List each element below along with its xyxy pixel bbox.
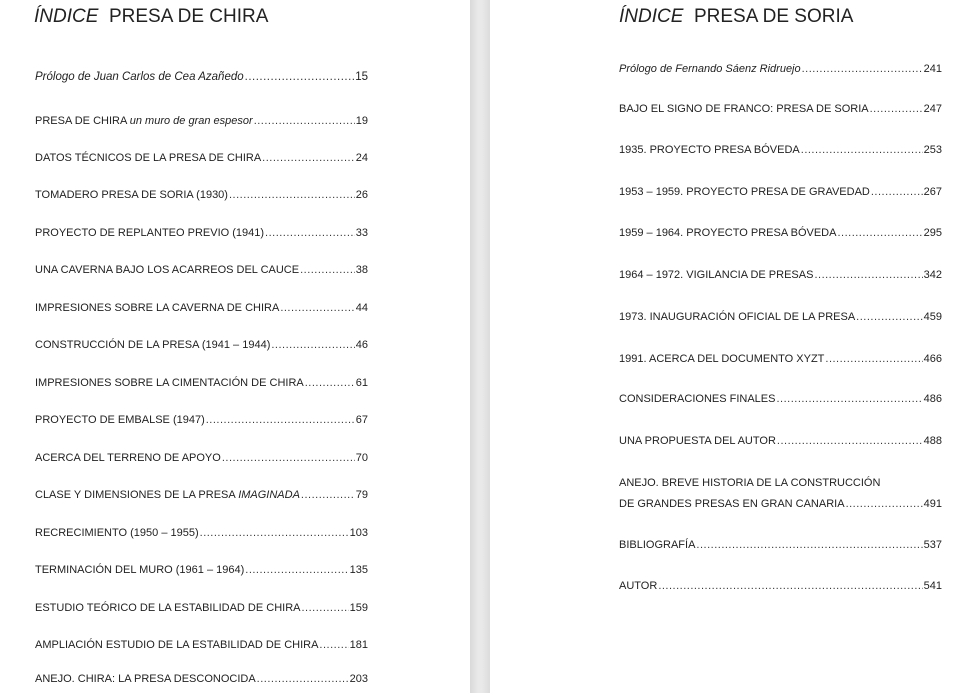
toc-entry[interactable] (35, 264, 368, 276)
toc-page-number: 459 (923, 311, 942, 323)
toc-page-number: 253 (923, 144, 942, 156)
toc-leader (300, 264, 355, 276)
toc-label: 1959 – 1964. PROYECTO PRESA BÓVEDA (619, 227, 837, 239)
toc-label: AMPLIACIÓN ESTUDIO DE LA ESTABILIDAD DE CHIRA (35, 639, 319, 651)
toc-leader (254, 115, 355, 127)
toc-label-italic: un muro de gran espesor (129, 115, 253, 127)
toc-entry[interactable] (619, 311, 942, 323)
toc-leader (271, 339, 354, 351)
toc-leader (280, 302, 354, 314)
title-italic: ÍNDICE (34, 6, 99, 27)
toc-page-number: 46 (355, 339, 368, 351)
toc-entry[interactable] (619, 498, 942, 510)
toc-leader (257, 673, 349, 685)
toc-page-number: 24 (355, 152, 368, 164)
toc-entry[interactable] (35, 673, 368, 685)
toc-leader (802, 63, 923, 75)
toc-entry[interactable] (619, 539, 942, 551)
toc-entry[interactable] (35, 564, 368, 576)
toc-page-number: 295 (923, 227, 942, 239)
toc-leader (814, 269, 922, 281)
toc-page-number: 19 (355, 115, 368, 127)
toc-label: RECRECIMIENTO (1950 – 1955) (35, 527, 199, 539)
toc-label-text: PRESA DE CHIRA (35, 115, 127, 127)
toc-leader (229, 189, 355, 201)
toc-label: AUTOR (619, 580, 658, 592)
toc-leader (856, 311, 922, 323)
toc-entry[interactable] (619, 186, 942, 198)
toc-entry[interactable] (35, 602, 368, 614)
toc-page-number: 38 (355, 264, 368, 276)
toc-label-italic: IMAGINADA (238, 489, 300, 501)
toc-entry[interactable] (35, 377, 368, 389)
toc-page-number: 135 (349, 564, 368, 576)
toc-page-number: 61 (355, 377, 368, 389)
toc-leader (776, 393, 922, 405)
toc-entry[interactable] (35, 302, 368, 314)
toc-page-number: 70 (355, 452, 368, 464)
toc-entry[interactable] (619, 580, 942, 592)
toc-leader (319, 639, 348, 651)
toc-entry[interactable] (35, 71, 368, 83)
toc-label: CONSTRUCCIÓN DE LA PRESA (1941 – 1944) (35, 339, 271, 351)
toc-entry[interactable] (619, 63, 942, 75)
toc-leader (837, 227, 922, 239)
toc-label: IMPRESIONES SOBRE LA CAVERNA DE CHIRA (35, 302, 280, 314)
toc-page-number: 103 (349, 527, 368, 539)
toc-page-number: 203 (349, 673, 368, 685)
title-text: PRESA DE SORIA (693, 6, 854, 27)
toc-leader (222, 452, 355, 464)
toc-entry[interactable] (35, 452, 368, 464)
toc-label (35, 489, 300, 501)
toc-label: UNA CAVERNA BAJO LOS ACARREOS DEL CAUCE (35, 264, 300, 276)
toc-entry[interactable] (35, 189, 368, 201)
toc-label: ACERCA DEL TERRENO DE APOYO (35, 452, 221, 464)
toc-entry[interactable] (35, 489, 368, 501)
toc-label: CONSIDERACIONES FINALES (619, 393, 776, 405)
toc-label: BIBLIOGRAFÍA (619, 539, 696, 551)
toc-leader (870, 103, 923, 115)
toc-label-text: CLASE Y DIMENSIONES DE LA PRESA (35, 489, 236, 501)
toc-page-number: 26 (355, 189, 368, 201)
toc-entry[interactable] (35, 115, 368, 127)
toc-leader (825, 353, 922, 365)
toc-page-number: 537 (923, 539, 942, 551)
toc-entry[interactable] (619, 144, 942, 156)
toc-page-number: 491 (923, 498, 942, 510)
toc-page-number: 44 (355, 302, 368, 314)
toc-page-number: 67 (355, 414, 368, 426)
toc-leader (245, 564, 348, 576)
toc-page-number: 466 (923, 353, 942, 365)
toc-label: 1964 – 1972. VIGILANCIA DE PRESAS (619, 269, 814, 281)
toc-leader (658, 580, 922, 592)
toc-page-number: 541 (923, 580, 942, 592)
page-title (619, 6, 853, 28)
toc-page-number: 342 (923, 269, 942, 281)
toc-leader (265, 227, 355, 239)
toc-label: 1991. ACERCA DEL DOCUMENTO XYZT (619, 353, 825, 365)
toc-entry[interactable] (619, 435, 942, 447)
toc-leader (206, 414, 355, 426)
toc-page-number: 267 (923, 186, 942, 198)
toc-entry[interactable] (619, 227, 942, 239)
toc-label: ANEJO. CHIRA: LA PRESA DESCONOCIDA (35, 673, 256, 685)
toc-label (35, 115, 253, 127)
toc-page-number: 79 (355, 489, 368, 501)
toc-entry[interactable] (35, 639, 368, 651)
toc-page-number: 486 (923, 393, 942, 405)
toc-page-number: 181 (349, 639, 368, 651)
toc-leader (262, 152, 355, 164)
toc-leader (846, 498, 923, 510)
toc-label: BAJO EL SIGNO DE FRANCO: PRESA DE SORIA (619, 103, 869, 115)
toc-page-number: 15 (355, 71, 368, 83)
toc-page-number: 247 (923, 103, 942, 115)
toc-page-number: 159 (349, 602, 368, 614)
toc-entry[interactable] (35, 152, 368, 164)
toc-entry[interactable] (619, 269, 942, 281)
toc-leader (696, 539, 922, 551)
toc-page-number: 488 (923, 435, 942, 447)
title-italic: ÍNDICE (619, 6, 684, 27)
page-right (490, 0, 980, 693)
toc-entry[interactable] (619, 393, 942, 405)
toc-leader (871, 186, 923, 198)
toc-page-number: 33 (355, 227, 368, 239)
toc-label: PROYECTO DE EMBALSE (1947) (35, 414, 205, 426)
toc-entry[interactable] (35, 414, 368, 426)
title-text: PRESA DE CHIRA (108, 6, 269, 27)
toc-label: IMPRESIONES SOBRE LA CIMENTACIÓN DE CHIRA (35, 377, 304, 389)
toc-label: UNA PROPUESTA DEL AUTOR (619, 435, 776, 447)
toc-label: ESTUDIO TEÓRICO DE LA ESTABILIDAD DE CHIRA (35, 602, 301, 614)
toc-label: PROYECTO DE REPLANTEO PREVIO (1941) (35, 227, 265, 239)
toc-label-line1[interactable]: ANEJO. BREVE HISTORIA DE LA CONSTRUCCIÓN (619, 477, 881, 489)
toc-leader (245, 71, 355, 83)
toc-leader (301, 602, 348, 614)
toc-entry[interactable] (35, 527, 368, 539)
toc-label: TOMADERO PRESA DE SORIA (1930) (35, 189, 228, 201)
toc-label: TERMINACIÓN DEL MURO (1961 – 1964) (35, 564, 245, 576)
page-title (34, 6, 268, 28)
toc-label: Prólogo de Juan Carlos de Cea Azañedo (35, 71, 244, 83)
toc-label: 1973. INAUGURACIÓN OFICIAL DE LA PRESA (619, 311, 856, 323)
toc-entry[interactable] (35, 339, 368, 351)
page-left (0, 0, 470, 693)
toc-entry[interactable] (35, 227, 368, 239)
toc-label: DE GRANDES PRESAS EN GRAN CANARIA (619, 498, 845, 510)
toc-leader (200, 527, 349, 539)
toc-leader (301, 489, 355, 501)
toc-entry[interactable] (619, 353, 942, 365)
toc-leader (777, 435, 923, 447)
toc-label: DATOS TÉCNICOS DE LA PRESA DE CHIRA (35, 152, 262, 164)
toc-leader (305, 377, 355, 389)
toc-leader (801, 144, 923, 156)
toc-entry[interactable] (619, 103, 942, 115)
toc-label: 1953 – 1959. PROYECTO PRESA DE GRAVEDAD (619, 186, 870, 198)
toc-label: 1935. PROYECTO PRESA BÓVEDA (619, 144, 800, 156)
toc-page-number: 241 (923, 63, 942, 75)
page-gutter (470, 0, 490, 693)
toc-label: Prólogo de Fernando Sáenz Ridruejo (619, 63, 801, 75)
